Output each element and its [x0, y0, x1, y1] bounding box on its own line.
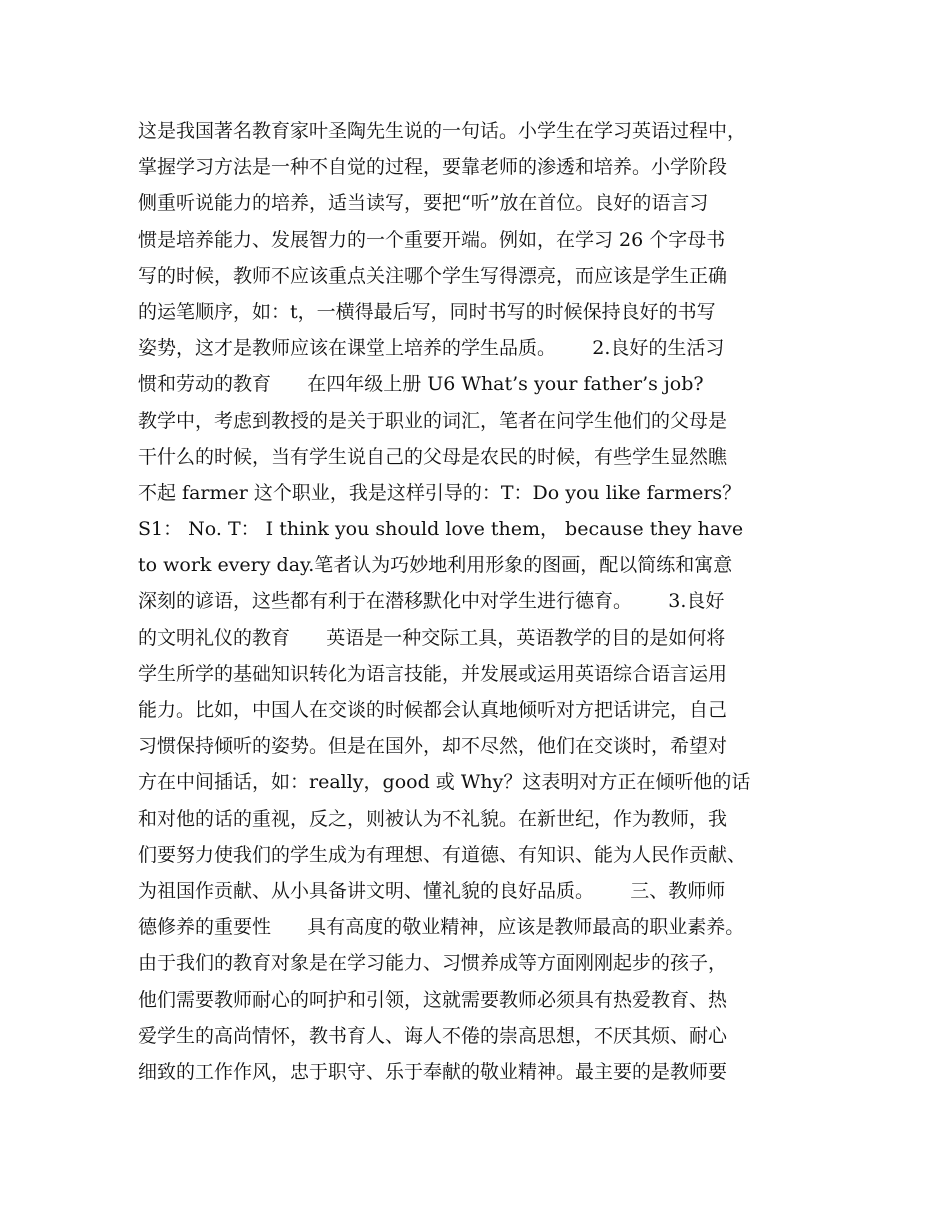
text-line: 惯是培养能力、发展智力的一个重要开端。例如，在学习 26 个字母书	[138, 228, 726, 251]
text-line: 姿势，这才是教师应该在课堂上培养的学生品质。 2.良好的生活习	[138, 337, 725, 360]
text-line: 德修养的重要性 具有高度的敬业精神，应该是教师最高的职业素养。	[138, 916, 745, 939]
text-line: 不起 farmer 这个职业，我是这样引导的：T：Do you like farmers？	[138, 481, 742, 504]
text-line: 他们需要教师耐心的呵护和引领，这就需要教师必须具有热爱教育、热	[138, 988, 728, 1011]
text-line: 深刻的谚语，这些都有利于在潜移默化中对学生进行德育。 3.良好	[138, 590, 725, 613]
text-line: 的运笔顺序，如：t，一横得最后写，同时书写的时候保持良好的书写	[138, 300, 716, 323]
text-line: to work every day.笔者认为巧妙地利用形象的图画，配以简练和寓意	[138, 554, 733, 577]
text-line: 和对他的话的重视，反之，则被认为不礼貌。在新世纪，作为教师，我	[138, 807, 728, 830]
text-line: 细致的工作作风，忠于职守、乐于奉献的敬业精神。最主要的是教师要	[138, 1060, 728, 1083]
text-line: 为祖国作贡献、从小具备讲文明、懂礼貌的良好品质。 三、教师师	[138, 879, 726, 902]
text-line: 教学中，考虑到教授的是关于职业的词汇，笔者在问学生他们的父母是	[138, 409, 728, 432]
text-line: 方在中间插话，如：really，good 或 Why？这表明对方正在倾听他的话	[138, 771, 751, 794]
text-line: 由于我们的教育对象是在学习能力、习惯养成等方面刚刚起步的孩子，	[138, 952, 728, 975]
text-line: 干什么的时候，当有学生说自己的父母是农民的时候，有些学生显然瞧	[138, 445, 728, 468]
text-line: 侧重听说能力的培养，适当读写，要把“听”放在首位。良好的语言习	[138, 192, 709, 215]
text-line: 的文明礼仪的教育 英语是一种交际工具，英语教学的目的是如何将	[138, 626, 726, 649]
body-text	[138, 113, 838, 1090]
text-line: 能力。比如，中国人在交谈的时候都会认真地倾听对方把话讲完，自己	[138, 699, 728, 721]
text-line: 写的时候，教师不应该重点关注哪个学生写得漂亮，而应该是学生正确	[138, 264, 728, 287]
text-line: 习惯保持倾听的姿势。但是在国外，却不尽然，他们在交谈时，希望对	[138, 735, 728, 758]
text-line: 学生所学的基础知识转化为语言技能，并发展或运用英语综合语言运用	[138, 662, 728, 685]
text-line: 这是我国著名教育家叶圣陶先生说的一句话。小学生在学习英语过程中，	[138, 120, 747, 142]
text-line: S1： No. T： I think you should love them， because they have	[138, 518, 744, 541]
text-line: 爱学生的高尚情怀，教书育人、诲人不倦的崇高思想，不厌其烦、耐心	[138, 1024, 728, 1047]
text-line: 惯和劳动的教育 在四年级上册 U6 What’s your father’s job?	[138, 373, 704, 396]
text-line: 们要努力使我们的学生成为有理想、有道德、有知识、能为人民作贡献、	[138, 843, 747, 866]
text-line: 掌握学习方法是一种不自觉的过程，要靠老师的渗透和培养。小学阶段	[138, 156, 728, 179]
